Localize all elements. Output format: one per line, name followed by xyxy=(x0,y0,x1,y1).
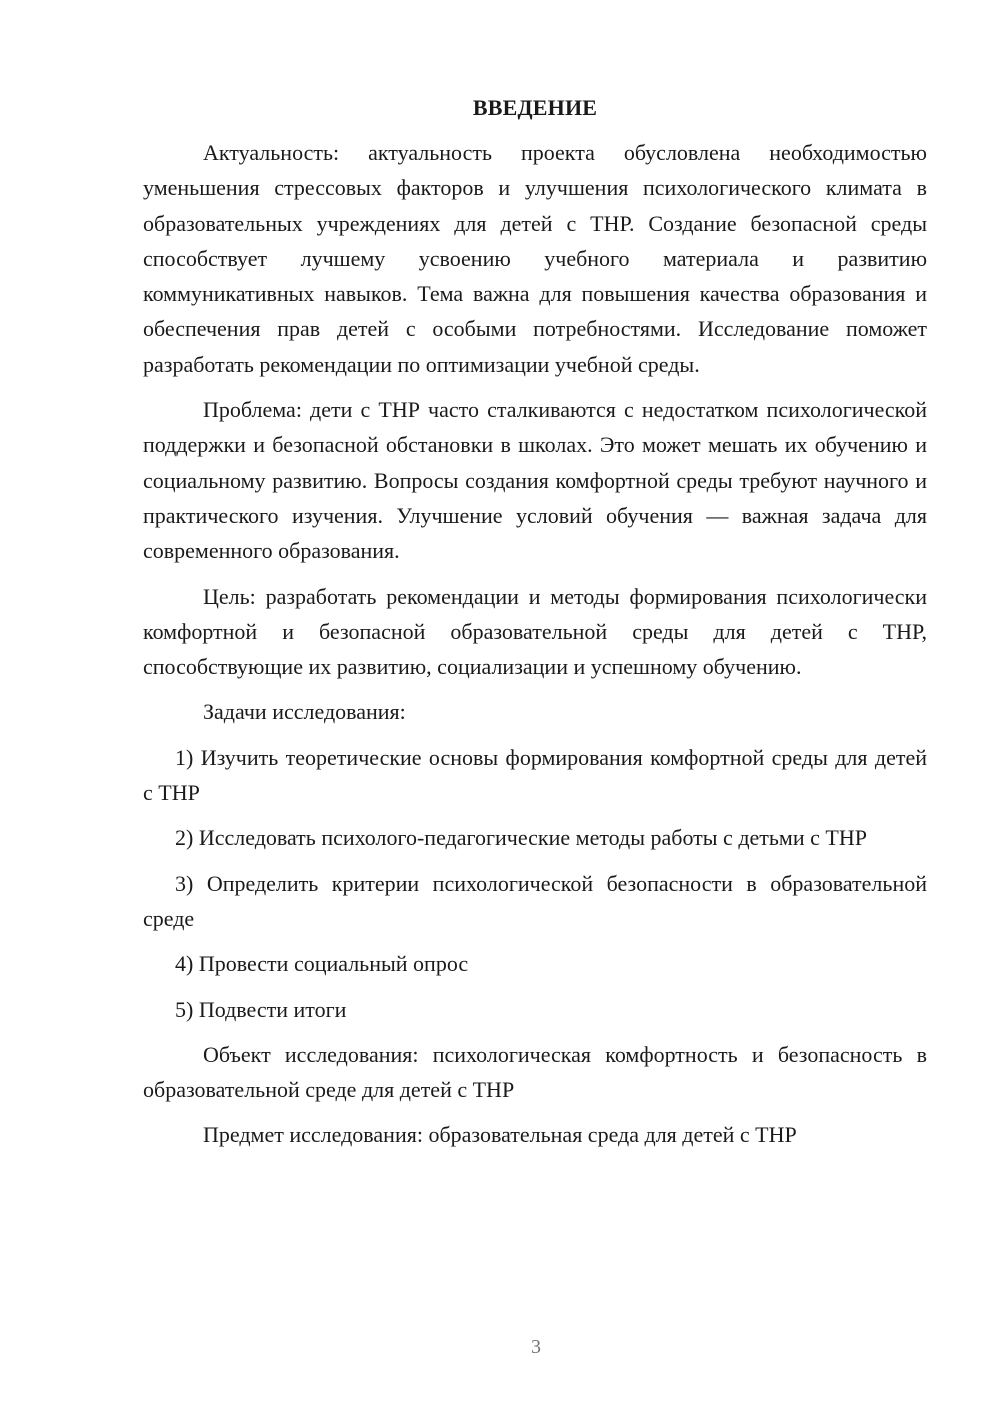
document-page xyxy=(143,90,927,1163)
paragraph-relevance: Актуальность: актуальность проекта обусловлена необходимостью уменьшения стрессовых факторов и улучшения психологического климата в образовательных учреждениях для детей с ТНР. Создание безопасной среды способствует лучшему усвоению учебного материала и развитию коммуникативных навыков. Тема важна для повышения качества образования и обеспечения прав детей с особыми потребностями. Исследование поможет разработать рекомендации по оптимизации учебной среды. xyxy=(143,140,927,377)
paragraph-goal: Цель: разработать рекомендации и методы формирования психологически комфортной и безопасной образовательной среды для детей с ТНР, способствующие их развитию, социализации и успешному обучению. xyxy=(143,583,927,680)
section-title: ВВЕДЕНИЕ xyxy=(472,95,598,120)
task-item: 4) Провести социальный опрос xyxy=(175,951,469,977)
task-item: 3) Определить критерии психологической безопасности в образовательной среде xyxy=(143,870,927,931)
paragraph-problem: Проблема: дети с ТНР часто сталкиваются с недостатком психологической поддержки и безопасной обстановки в школах. Это может мешать их обучению и социальному развитию. Вопросы создания комфортной среды требуют научного и практического изучения. Улучшение условий обучения — важная задача для современного образования. xyxy=(143,397,927,564)
paragraph-subject: Предмет исследования: образовательная среда для детей с ТНР xyxy=(203,1122,797,1148)
task-item: 2) Исследовать психолого-педагогические методы работы с детьми с ТНР xyxy=(175,825,867,851)
task-item: 5) Подвести итоги xyxy=(175,996,347,1022)
page-number: 3 xyxy=(531,1336,541,1358)
paragraph-object: Объект исследования: психологическая комфортность и безопасность в образовательной среде для детей с ТНР xyxy=(143,1041,927,1103)
task-item: 1) Изучить теоретические основы формирования комфортной среды для детей с ТНР xyxy=(143,744,927,806)
tasks-heading: Задачи исследования: xyxy=(203,699,406,725)
